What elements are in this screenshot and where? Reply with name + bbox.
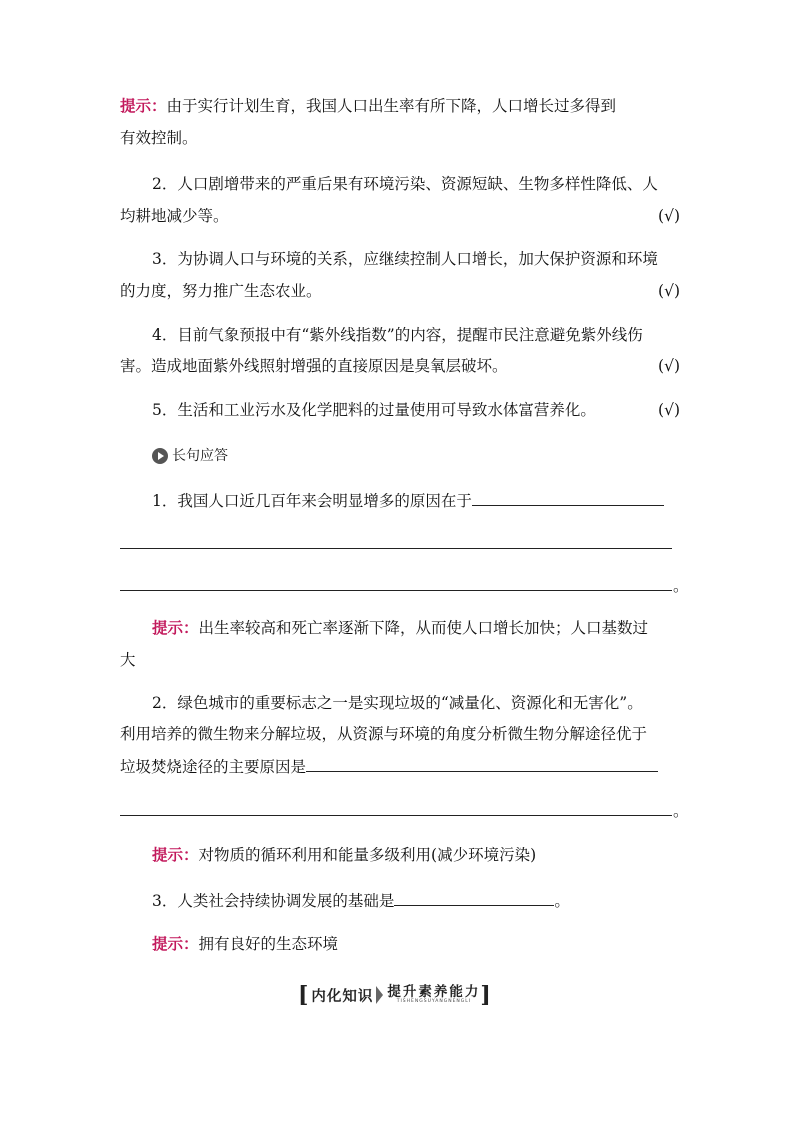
check-mark: (√) — [658, 357, 680, 375]
play-circle-icon — [152, 448, 168, 464]
section-title: 长句应答 — [172, 448, 228, 464]
end-punct: 。 — [673, 802, 689, 820]
arrow-right-icon — [376, 986, 383, 1004]
answer-rule — [120, 548, 672, 549]
hint-label: 提示： — [120, 96, 167, 115]
answer-1-line-2: 大 — [120, 651, 136, 669]
item-2-line-2: 均耕地减少等。 (√) — [120, 207, 680, 225]
banner-left-bracket: [ — [298, 982, 309, 1008]
answer-blank — [394, 890, 554, 906]
check-mark: (√) — [658, 282, 680, 300]
item-2-line-1: 2．人口剧增带来的严重后果有环境污染、资源短缺、生物多样性降低、人 — [152, 175, 658, 193]
question-2-line-3: 垃圾焚烧途径的主要原因是 — [120, 756, 680, 777]
section-header — [152, 446, 228, 466]
end-punct: 。 — [673, 577, 689, 595]
section-banner — [298, 984, 526, 1006]
question-1: 1．我国人口近几百年来会明显增多的原因在于 — [120, 490, 712, 511]
hint-label: 提示： — [152, 618, 199, 637]
answer-blank — [306, 756, 658, 772]
hint-label: 提示： — [152, 845, 199, 864]
banner-right — [387, 985, 480, 1005]
banner-left-text: 内化知识 — [311, 987, 374, 1005]
question-2-line-2: 利用培养的微生物来分解垃圾，从资源与环境的角度分析微生物分解途径优于 — [120, 725, 648, 743]
question-3: 3．人类社会持续协调发展的基础是 。 — [152, 892, 570, 910]
hint-1-line-2: 有效控制。 — [120, 129, 198, 147]
answer-1-line-1: 提示：出生率较高和死亡率逐渐下降，从而使人口增长加快；人口基数过 — [152, 618, 649, 637]
answer-2: 提示：对物质的循环利用和能量多级利用(减少环境污染) — [152, 845, 537, 864]
answer-3: 提示：拥有良好的生态环境 — [152, 934, 339, 953]
item-3-line-2: 的力度，努力推广生态农业。 (√) — [120, 282, 680, 300]
item-4-line-1: 4．目前气象预报中有“紫外线指数”的内容，提醒市民注意避免紫外线伤 — [152, 326, 643, 344]
banner-right-text: 提升素养能力 — [387, 984, 481, 1000]
banner-right-bracket: ] — [480, 982, 491, 1008]
answer-rule — [120, 815, 672, 816]
hint-1-line-1: 提示：由于实行计划生育，我国人口出生率有所下降，人口增长过多得到 — [120, 96, 617, 115]
item-3-line-1: 3．为协调人口与环境的关系，应继续控制人口增长，加大保护资源和环境 — [152, 250, 658, 268]
item-4-line-2: 害。造成地面紫外线照射增强的直接原因是臭氧层破坏。 (√) — [120, 357, 680, 375]
answer-blank — [472, 490, 664, 506]
answer-rule — [120, 590, 672, 591]
check-mark: (√) — [658, 401, 680, 419]
question-2-line-1: 2．绿色城市的重要标志之一是实现垃圾的“减量化、资源化和无害化”。 — [152, 694, 643, 712]
hint-label: 提示： — [152, 934, 199, 953]
item-5-line-1: 5．生活和工业污水及化学肥料的过量使用可导致水体富营养化。 (√) — [152, 401, 680, 419]
banner-pinyin: TISHENGSUYANGNENGLI — [396, 999, 472, 1004]
check-mark: (√) — [658, 207, 680, 225]
